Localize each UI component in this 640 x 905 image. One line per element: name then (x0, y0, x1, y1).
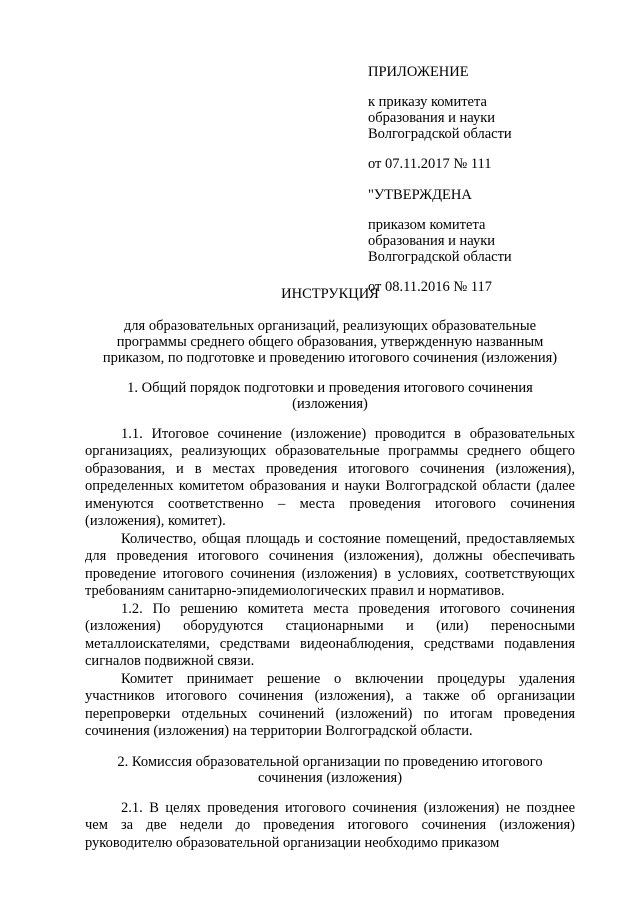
paragraph-1-1: 1.1. Итоговое сочинение (изложение) проводится в образовательных организациях, реализующих образовательные программы среднего общего образования, и в местах проведения итогового сочинения (изложения), определенных комитетом образования и науки Волгоградской области (далее именуются соответственно – места проведения итогового сочинения (изложения), комитет). (85, 425, 575, 529)
appendix-order-date: от 07.11.2017 № 111 (368, 156, 492, 172)
approved-date: от 08.11.2016 № 117 (368, 279, 493, 295)
approved-by-line: Волгоградской области (368, 249, 512, 265)
appendix-heading: ПРИЛОЖЕНИЕ (368, 64, 469, 80)
approved-by (368, 217, 608, 265)
document-title: ИНСТРУКЦИЯ (281, 286, 379, 302)
section2-heading-line: сочинения (изложения) (257, 769, 403, 786)
approved-heading: "УТВЕРЖДЕНА (368, 187, 472, 203)
subtitle-line: для образовательных организаций, реализующих образовательные (123, 317, 537, 334)
subtitle-line: приказом, по подготовке и проведению итогового сочинения (изложения) (102, 349, 558, 366)
appendix-to-order-line: образования и науки (368, 110, 496, 126)
appendix-heading-block (368, 64, 608, 80)
section2-heading-line: 2. Комиссия образовательной организации по проведению итогового (117, 753, 543, 770)
appendix-to-order (368, 94, 608, 142)
approved-by-line: образования и науки (368, 233, 496, 249)
approved-heading-block (368, 187, 608, 203)
section1-heading-line: 1. Общий порядок подготовки и проведения итогового сочинения (127, 379, 533, 396)
approved-by-line: приказом комитета (368, 217, 486, 233)
appendix-to-order-line: к приказу комитета (368, 94, 487, 110)
section2-heading (85, 754, 575, 786)
section1-heading (85, 380, 575, 412)
subtitle-line: программы среднего общего образования, утвержденную названным (116, 333, 544, 350)
document-body (85, 286, 575, 852)
appendix-to-order-line: Волгоградской области (368, 126, 512, 142)
paragraph-2-1: 2.1. В целях проведения итогового сочинения (изложения) не позднее чем за две недели до проведения итогового сочинения (изложения) руководителю образовательной организации необходимо приказом (85, 799, 575, 851)
section1-heading-line: (изложения) (292, 395, 368, 412)
paragraph-premises: Количество, общая площадь и состояние помещений, предоставляемых для проведения итогового сочинения (изложения), должны обеспечивать проведение итогового сочинения (изложения) в условиях, соответствующих требованиям санитарно-эпидемиологических правил и нормативов. (85, 530, 575, 599)
appendix-order-date-block (368, 156, 608, 172)
document-subtitle (85, 318, 575, 366)
paragraph-1-2: 1.2. По решению комитета места проведения итогового сочинения (изложения) оборудуются стационарными и (или) переносными металлоискателями, средствами видеонаблюдения, средствами подавления сигналов подвижной связи. (85, 600, 575, 669)
appendix-block (368, 64, 608, 309)
paragraph-committee-decision: Комитет принимает решение о включении процедуры удаления участников итогового сочинения (изложения), а также об организации перепроверки отдельных сочинений (изложений) по итогам проведения сочинения (изложения) на территории Волгоградской области. (85, 670, 575, 739)
